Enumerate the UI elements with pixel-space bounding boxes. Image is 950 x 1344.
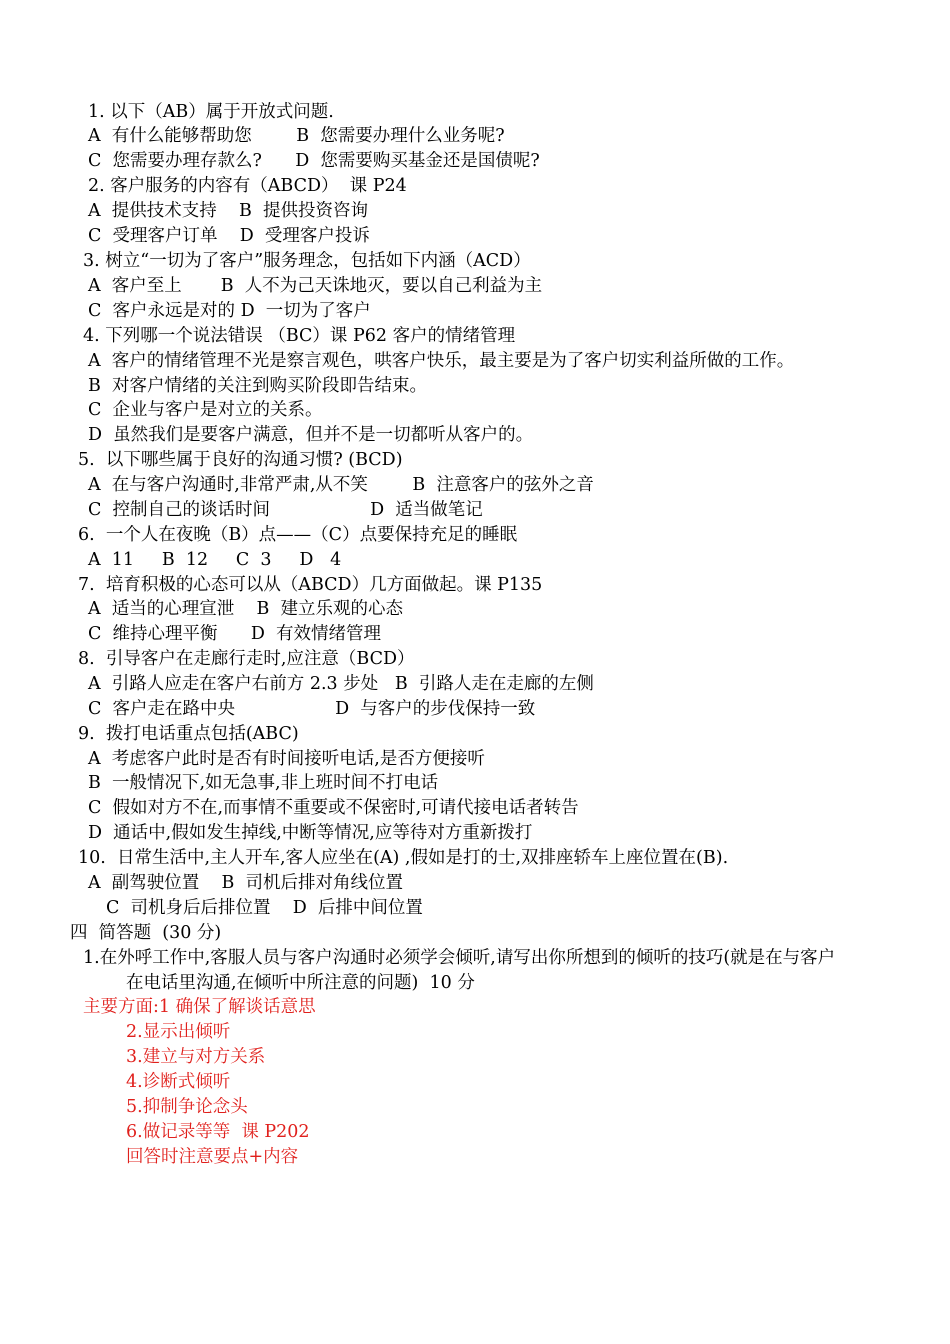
q10-stem: 10. 日常生活中,主人开车,客人应坐在(A) ,假如是打的士,双排座轿车上座位置在(B). — [78, 848, 729, 868]
q4-option-a: A 客户的情绪管理不光是察言观色，哄客户快乐，最主要是为了客户切实利益所做的工作。 — [88, 351, 795, 371]
q7-options-ab: A 适当的心理宣泄 B 建立乐观的心态 — [88, 599, 403, 619]
q4-stem: 4. 下列哪一个说法错误 （BC）课 P62 客户的情绪管理 — [83, 326, 516, 346]
q6-stem: 6. 一个人在夜晚（B）点——（C）点要保持充足的睡眠 — [78, 525, 518, 545]
q8-stem: 8. 引导客户在走廊行走时,应注意（BCD） — [78, 649, 415, 669]
q1-options-ab: A 有什么能够帮助您 B 您需要办理什么业务呢? — [88, 126, 505, 146]
q10-options-cd: C 司机身后后排位置 D 后排中间位置 — [106, 898, 423, 918]
q3-stem: 3. 树立“一切为了客户”服务理念，包括如下内涵（ACD） — [83, 251, 531, 271]
q6-options: A 11 B 12 C 3 D 4 — [88, 550, 342, 570]
q10-options-ab: A 副驾驶位置 B 司机后排对角线位置 — [88, 873, 403, 893]
answer-main: 主要方面:1 确保了解谈话意思 — [83, 997, 316, 1017]
q3-options-ab: A 客户至上 B 人不为己天诛地灭，要以自己利益为主 — [88, 276, 543, 296]
essay-question-line1: 1.在外呼工作中,客服人员与客户沟通时必须学会倾听,请写出你所想到的倾听的技巧(就是在与客户 — [83, 948, 836, 968]
q9-option-c: C 假如对方不在,而事情不重要或不保密时,可请代接电话者转告 — [88, 798, 579, 818]
q4-option-d: D 虽然我们是要客户满意，但并不是一切都听从客户的。 — [88, 425, 534, 445]
q5-options-ab: A 在与客户沟通时,非常严肃,从不笑 B 注意客户的弦外之音 — [88, 475, 594, 495]
q4-option-c: C 企业与客户是对立的关系。 — [88, 400, 323, 420]
answer-point-6: 6.做记录等等 课 P202 — [126, 1122, 310, 1142]
q4-option-b: B 对客户情绪的关注到购买阶段即告结束。 — [88, 376, 427, 396]
q3-options-cd: C 客户永远是对的 D 一切为了客户 — [88, 301, 371, 321]
q1-options-cd: C 您需要办理存款么? D 您需要购买基金还是国债呢? — [88, 151, 540, 171]
q5-stem: 5. 以下哪些属于良好的沟通习惯? (BCD) — [78, 450, 403, 470]
q1-stem: 1. 以下（AB）属于开放式问题. — [88, 102, 334, 122]
section-heading: 四 简答题 (30 分) — [70, 923, 222, 943]
q8-options-cd: C 客户走在路中央 D 与客户的步伐保持一致 — [88, 699, 536, 719]
q7-stem: 7. 培育积极的心态可以从（ABCD）几方面做起。课 P135 — [78, 575, 543, 595]
q2-options-ab: A 提供技术支持 B 提供投资咨询 — [88, 201, 368, 221]
q2-options-cd: C 受理客户订单 D 受理客户投诉 — [88, 226, 370, 246]
answer-note: 回答时注意要点+内容 — [126, 1147, 299, 1167]
essay-question-line2: 在电话里沟通,在倾听中所注意的问题) 10 分 — [126, 973, 475, 993]
q8-options-ab: A 引路人应走在客户右前方 2.3 步处 B 引路人走在走廊的左侧 — [88, 674, 594, 694]
answer-point-5: 5.抑制争论念头 — [126, 1097, 248, 1117]
q7-options-cd: C 维持心理平衡 D 有效情绪管理 — [88, 624, 382, 644]
q9-option-a: A 考虑客户此时是否有时间接听电话,是否方便接听 — [88, 749, 485, 769]
q9-option-d: D 通话中,假如发生掉线,中断等情况,应等待对方重新拨打 — [88, 823, 533, 843]
answer-point-4: 4.诊断式倾听 — [126, 1072, 231, 1092]
q9-option-b: B 一般情况下,如无急事,非上班时间不打电话 — [88, 773, 439, 793]
q2-stem: 2. 客户服务的内容有（ABCD） 课 P24 — [88, 176, 407, 196]
q5-options-cd: C 控制自己的谈话时间 D 适当做笔记 — [88, 500, 483, 520]
q9-stem: 9. 拨打电话重点包括(ABC) — [78, 724, 299, 744]
answer-point-2: 2.显示出倾听 — [126, 1022, 231, 1042]
answer-point-3: 3.建立与对方关系 — [126, 1047, 266, 1067]
